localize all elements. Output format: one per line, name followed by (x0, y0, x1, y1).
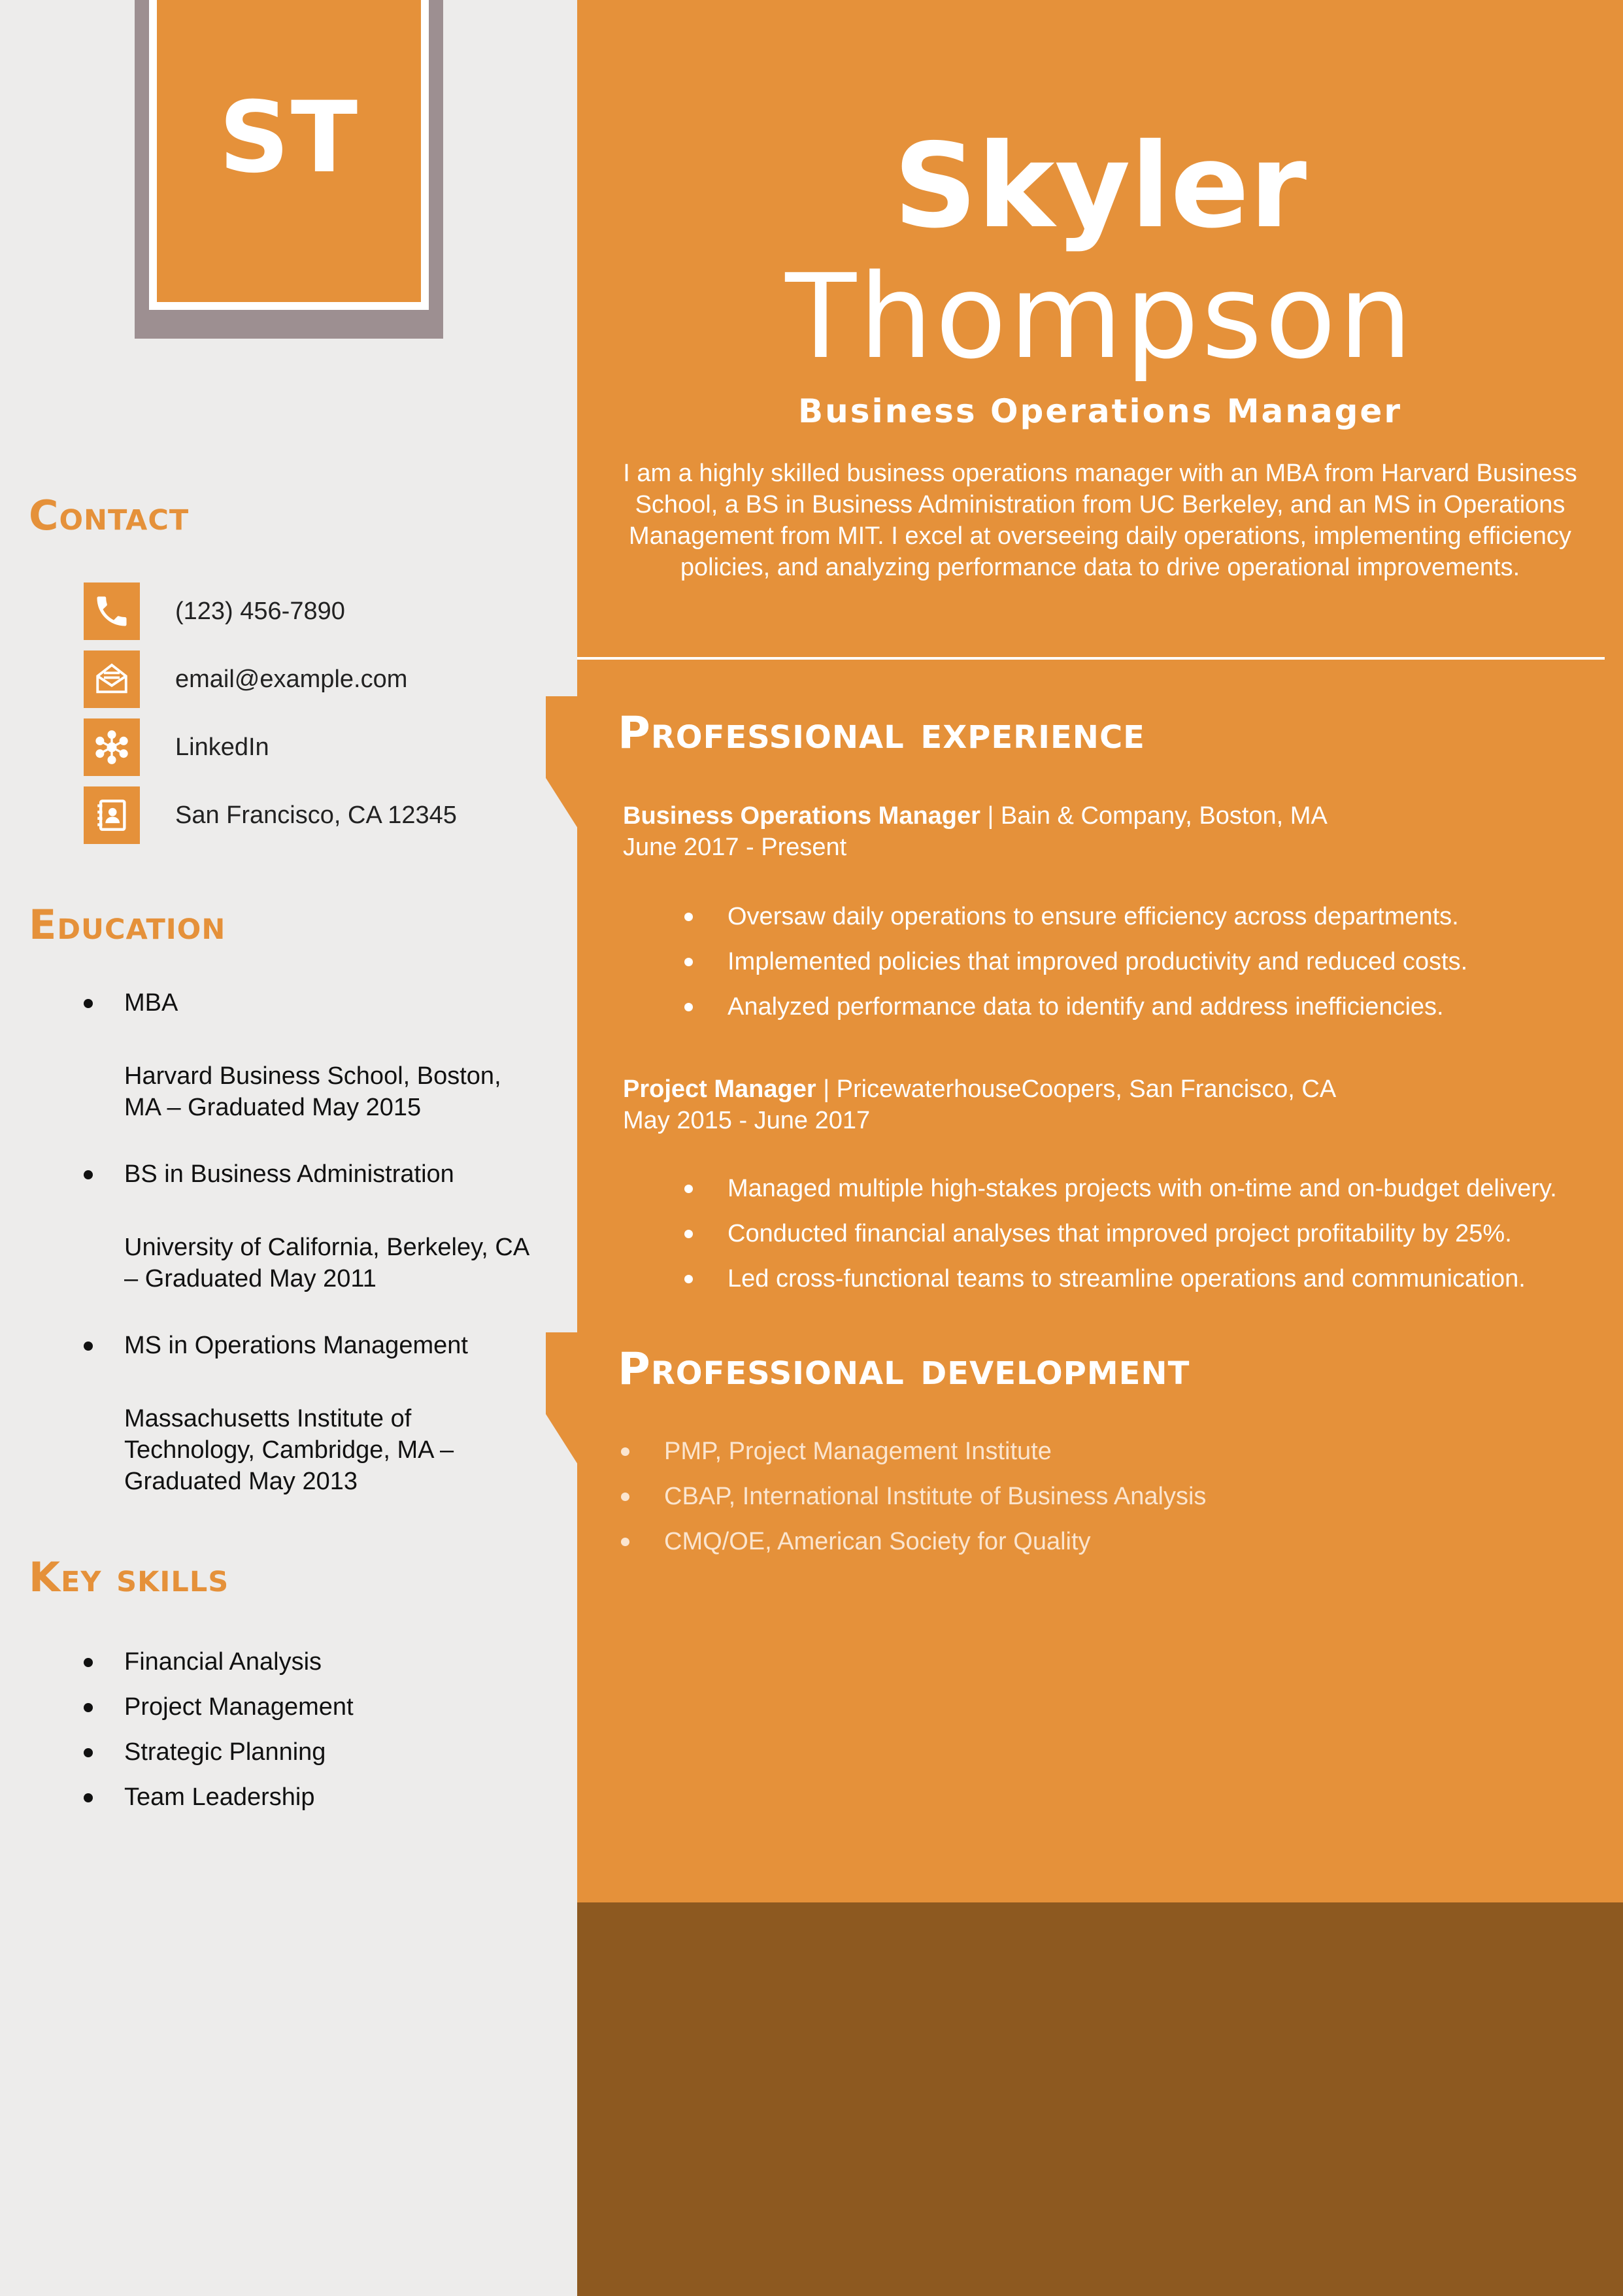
job-dates: June 2017 - Present (623, 834, 847, 861)
education-detail: Harvard Business School, Boston, MA – Graduated May 2015 (124, 1062, 501, 1121)
network-icon (84, 718, 140, 776)
monogram-frame (135, 0, 443, 339)
job-bullet: Conducted financial analyses that improved project profitability by 25%. (683, 1211, 1557, 1257)
linkedin-link[interactable]: LinkedIn (175, 733, 269, 761)
summary: I am a highly skilled business operations manager with an MBA from Harvard Business School, a BS in Business Administration from UC Berkeley, and an MS in Operations Management from MIT. I excel at overseeing daily operations, implementing efficiency policies, and analyzing performance data to drive operational improvements. (623, 460, 1577, 581)
job-header (623, 1073, 1336, 1136)
job-bullets (683, 894, 1467, 1030)
job-company: | PricewaterhouseCoopers, San Francisco, CA (816, 1075, 1337, 1103)
phone-icon (84, 582, 140, 640)
contact-location (84, 786, 457, 845)
skills-list (82, 1640, 354, 1820)
phone-number[interactable]: (123) 456-7890 (175, 597, 345, 625)
education-degree: MS in Operations Management (82, 1330, 540, 1361)
job-bullets (683, 1166, 1557, 1302)
job-role: Business Operations Manager (623, 802, 980, 830)
development-heading: Professional development (618, 1343, 1190, 1395)
monogram: ST (218, 81, 360, 195)
development-item: PMP, Project Management Institute (620, 1429, 1206, 1474)
contact-phone (84, 582, 345, 641)
section-tab (546, 696, 578, 778)
footer-band (577, 1902, 1623, 2296)
section-tab (546, 1332, 578, 1414)
skill-item: Financial Analysis (82, 1640, 354, 1685)
job-bullet: Oversaw daily operations to ensure efficiency across departments. (683, 894, 1467, 939)
experience-heading: Professional experience (618, 707, 1145, 759)
education-list (82, 987, 540, 1497)
first-name: Skyler (893, 118, 1307, 254)
skill-item: Strategic Planning (82, 1730, 354, 1775)
education-detail: University of California, Berkeley, CA – Graduated May 2011 (124, 1234, 529, 1292)
email-icon (84, 650, 140, 708)
job-title: Business Operations Manager (798, 392, 1402, 430)
divider (577, 657, 1605, 660)
job-header (623, 800, 1328, 863)
development-list (620, 1429, 1206, 1564)
skills-heading: Key skills (29, 1553, 229, 1601)
monogram-border (149, 0, 429, 310)
email-address[interactable]: email@example.com (175, 665, 408, 693)
development-item: CMQ/OE, American Society for Quality (620, 1519, 1206, 1564)
job-company: | Bain & Company, Boston, MA (980, 802, 1328, 830)
education-detail: Massachusetts Institute of Technology, Cambridge, MA – Graduated May 2013 (124, 1405, 454, 1495)
job-bullet: Implemented policies that improved productivity and reduced costs. (683, 939, 1467, 985)
contact-email (84, 650, 407, 709)
job-role: Project Manager (623, 1075, 816, 1103)
job-dates: May 2015 - June 2017 (623, 1107, 871, 1134)
education-degree: MBA (82, 987, 540, 1019)
job-bullet: Led cross-functional teams to streamline operations and communication. (683, 1257, 1557, 1302)
skill-item: Team Leadership (82, 1775, 354, 1820)
education-degree: BS in Business Administration (82, 1158, 540, 1190)
development-item: CBAP, International Institute of Business Analysis (620, 1474, 1206, 1519)
education-heading: Education (29, 901, 226, 949)
contact-heading: Contact (29, 492, 190, 539)
contact-linkedin (84, 718, 269, 777)
job-bullet: Analyzed performance data to identify and address inefficiencies. (683, 985, 1467, 1030)
last-name: Thompson (785, 249, 1415, 384)
location-text: San Francisco, CA 12345 (175, 801, 457, 829)
monogram-box (157, 0, 421, 302)
skill-item: Project Management (82, 1685, 354, 1730)
address-book-icon (84, 786, 140, 844)
job-bullet: Managed multiple high-stakes projects with on-time and on-budget delivery. (683, 1166, 1557, 1211)
